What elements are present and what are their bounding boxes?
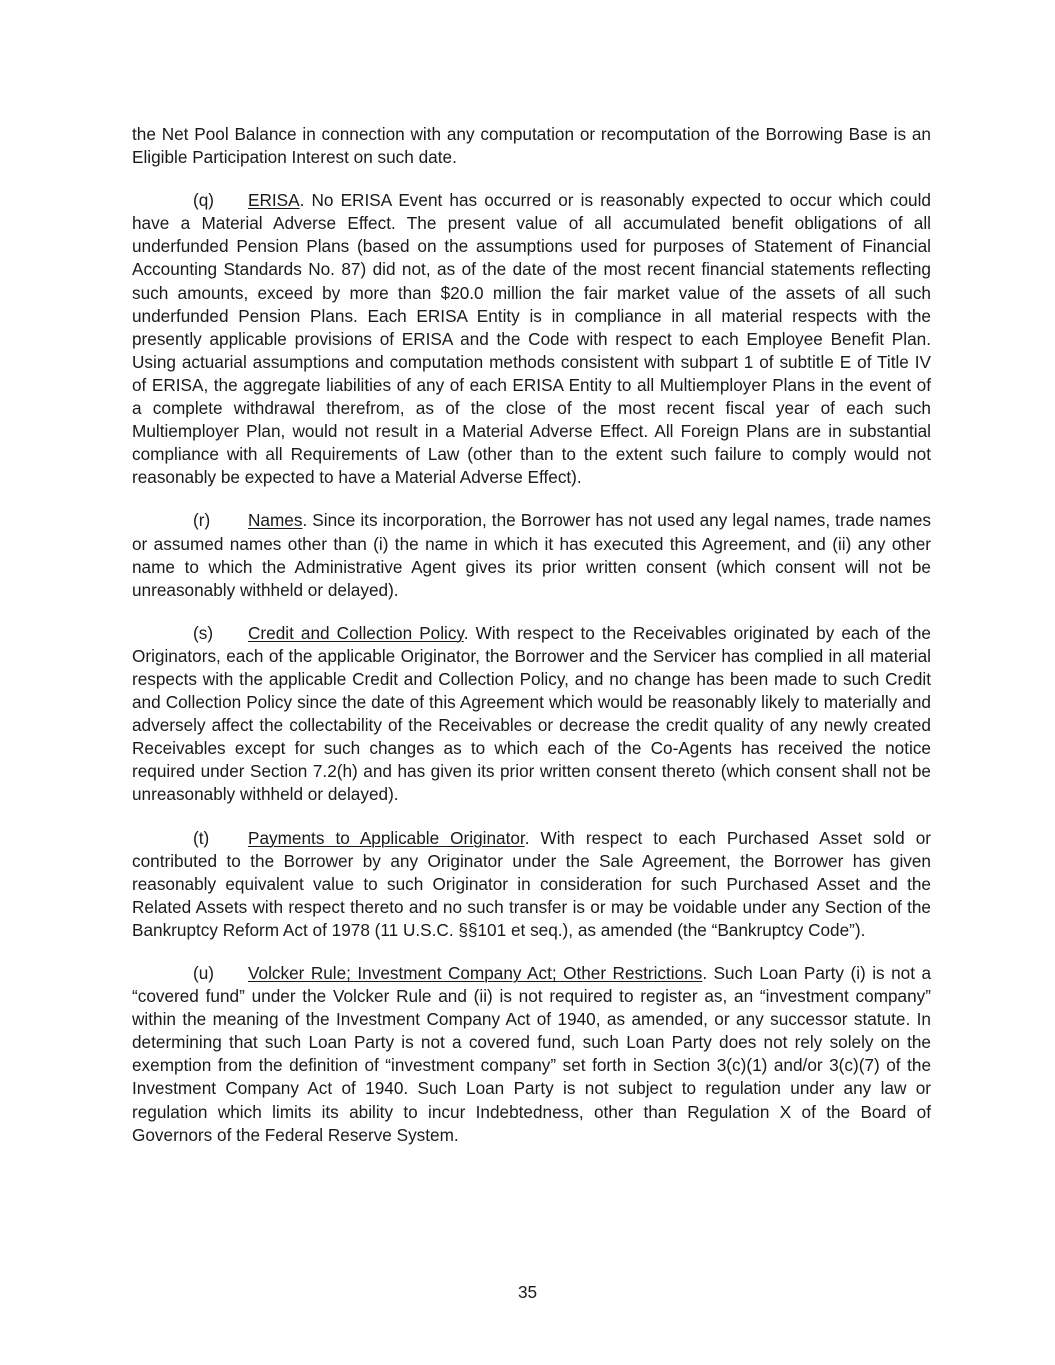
section-marker: (q) [193, 190, 215, 211]
section-heading: ERISA [248, 190, 300, 211]
section-heading: Volcker Rule; Investment Company Act; Other Restrictions [248, 963, 703, 983]
section-q-erisa [132, 189, 931, 489]
section-marker: (u) [193, 963, 215, 983]
section-heading: Credit and Collection Policy [248, 622, 464, 643]
section-t-payments-to-originator [132, 827, 931, 942]
section-heading: Names [248, 510, 303, 531]
page-number: 35 [517, 1282, 538, 1302]
section-u-volcker-rule [132, 962, 931, 1147]
section-marker: (t) [193, 827, 210, 848]
intro-paragraph: the Net Pool Balance in connection with any computation or recomputation of the Borrowing Base is an Eligible Participation Interest on such date. [132, 124, 931, 168]
section-s-credit-collection-policy [132, 622, 931, 807]
section-body: . No ERISA Event has occurred or is reasonably expected to occur which could have a Material Adverse Effect. The present value of all accumulated benefit obligations of all underfunded Pension Plans (based on the assumptions used for purposes of Statement of Financial Accounting Standards No. 87) did not, as of the date of the most recent financial statements reflecting such amounts, exceed by more than $20.0 million the fair market value of the assets of all such underfunded Pension Plans. Each ERISA Entity is in compliance in all material respects with the presently applicable provisions of ERISA and the Code with respect to each Employee Benefit Plan. Using actuarial assumptions and computation methods consistent with subpart 1 of subtitle E of Title IV of ERISA, the aggregate liabilities of any of each ERISA Entity to all Multiemployer Plans in the event of a complete withdrawal therefrom, as of the close of the most recent fiscal year of each such Multiemployer Plan, would not result in a Material Adverse Effect. All Foreign Plans are in substantial compliance with all Requirements of Law (other than to the extent such failure to comply would not reasonably be expected to have a Material Adverse Effect). [132, 190, 931, 488]
section-body: . With respect to the Receivables originated by each of the Originators, each of the applicable Originator, the Borrower and the Servicer has complied in all material respects with the applicable Credit and Collection Policy, and no change has been made to such Credit and Collection Policy since the date of this Agreement which would be reasonably likely to materially and adversely affect the collectability of the Receivables or decrease the credit quality of any newly created Receivables except for such changes as to which each of the Co-Agents has received the notice required under Section 7.2(h) and has given its prior written consent thereto (which consent shall not be unreasonably withheld or delayed). [132, 622, 931, 805]
document-page [132, 123, 931, 1167]
section-heading: Payments to Applicable Originator [248, 827, 525, 848]
section-body: . Since its incorporation, the Borrower has not used any legal names, trade names or assumed names other than (i) the name in which it has executed this Agreement, and (ii) any other name to which the Administrative Agent gives its prior written consent (which consent will not be unreasonably withheld or delayed). [132, 510, 931, 600]
section-marker: (r) [193, 510, 211, 531]
section-body: . With respect to each Purchased Asset sold or contributed to the Borrower by any Originator under the Sale Agreement, the Borrower has given reasonably equivalent value to such Originator in consideration for such Purchased Asset and the Related Assets with respect thereto and no such transfer is or may be voidable under any Section of the Bankruptcy Reform Act of 1978 (11 U.S.C. §§101 et seq.), as amended (the “Bankruptcy Code”). [132, 827, 931, 940]
section-body: . Such Loan Party (i) is not a “covered fund” under the Volcker Rule and (ii) is not required to register as, an “investment company” within the meaning of the Investment Company Act of 1940, as amended, or any successor statute. In determining that such Loan Party is not a covered fund, such Loan Party does not rely solely on the exemption from the definition of “investment company” set forth in Section 3(c)(1) and/or 3(c)(7) of the Investment Company Act of 1940. Such Loan Party is not subject to regulation under any law or regulation which limits its ability to incur Indebtedness, other than Regulation X of the Board of Governors of the Federal Reserve System. [132, 963, 931, 1145]
section-r-names [132, 509, 931, 601]
section-marker: (s) [193, 622, 214, 643]
